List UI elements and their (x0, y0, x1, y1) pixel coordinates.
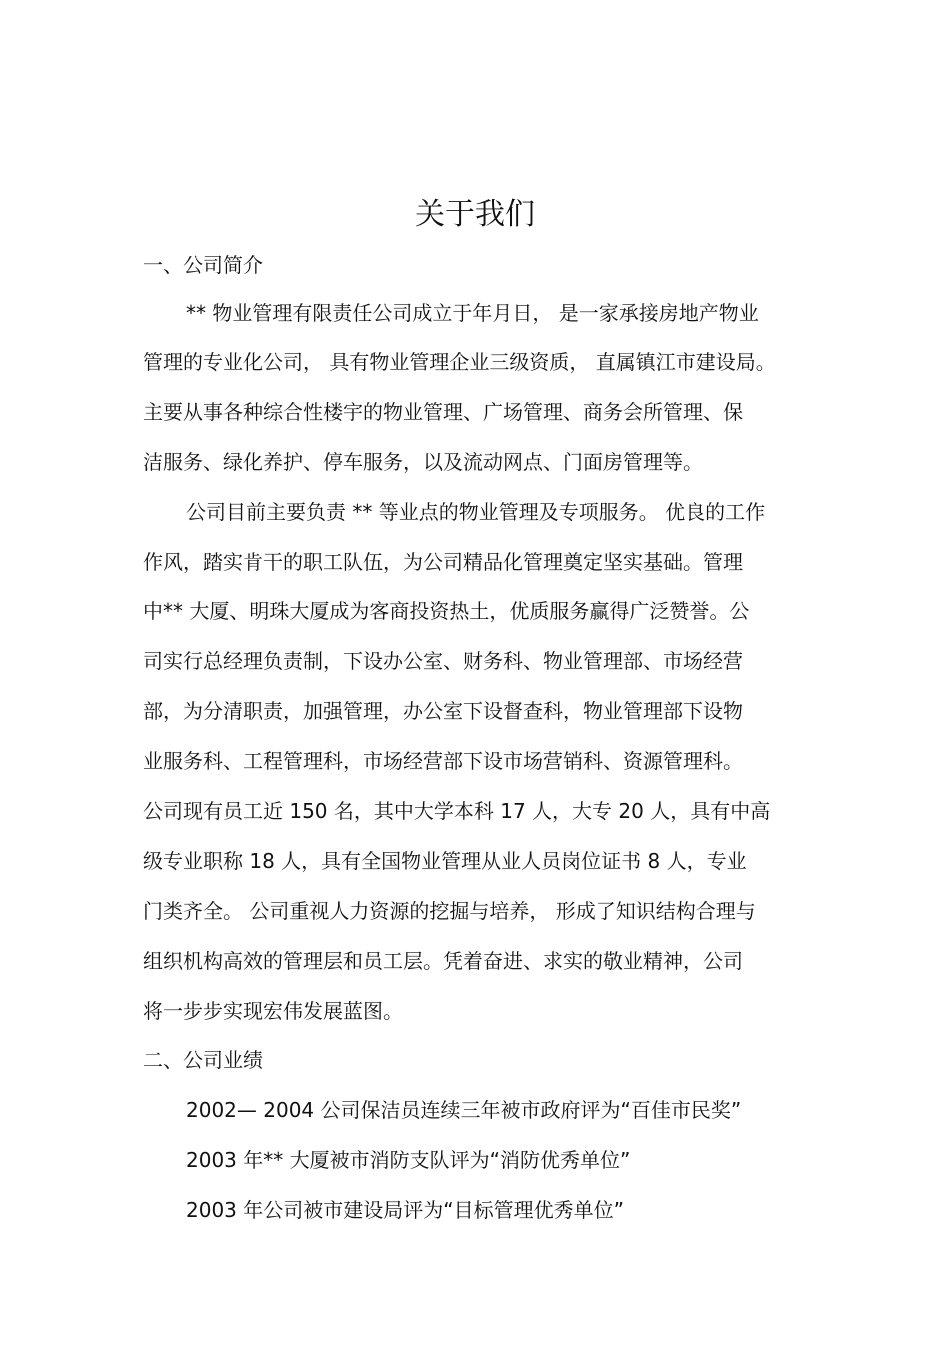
paragraph-line: 组织机构高效的管理层和员工层。凭着奋进、求实的敬业精神，公司 (143, 949, 743, 973)
paragraph-line: 将一步步实现宏伟发展蓝图。 (143, 999, 403, 1023)
paragraph-line: 管理的专业化公司， 具有物业管理企业三级资质， 直属镇江市建设局。 (143, 350, 776, 374)
paragraph-line: 门类齐全。 公司重视人力资源的挖掘与培养， 形成了知识结构合理与 (143, 899, 756, 923)
paragraph-line: 中** 大厦、明珠大厦成为客商投资热土，优质服务赢得广泛赞誉。公 (143, 599, 750, 623)
section-heading-achievements: 二、公司业绩 (143, 1048, 263, 1072)
achievement-item: 2003 年** 大厦被市消防支队评为“消防优秀单位” (186, 1148, 631, 1172)
page-title: 关于我们 (415, 197, 535, 232)
section-heading-company-intro: 一、公司简介 (143, 253, 263, 277)
paragraph-line: 公司目前主要负责 ** 等业点的物业管理及专项服务。 优良的工作 (186, 500, 766, 524)
paragraph-line: 主要从事各种综合性楼宇的物业管理、广场管理、商务会所管理、保 (143, 400, 743, 424)
paragraph-line: 公司现有员工近 150 名，其中大学本科 17 人，大专 20 人，具有中高 (143, 799, 771, 823)
paragraph-line: 业服务科、工程管理科，市场经营部下设市场营销科、资源管理科。 (143, 749, 743, 773)
paragraph-line: 作风，踏实肯干的职工队伍，为公司精品化管理奠定坚实基础。管理 (143, 550, 743, 574)
paragraph-line: ** 物业管理有限责任公司成立于年月日， 是一家承接房地产物业 (186, 301, 759, 325)
achievement-item: 2002— 2004 公司保洁员连续三年被市政府评为“百佳市民奖” (186, 1098, 742, 1122)
paragraph-line: 级专业职称 18 人，具有全国物业管理从业人员岗位证书 8 人，专业 (143, 849, 747, 873)
paragraph-line: 洁服务、绿化养护、停车服务，以及流动网点、门面房管理等。 (143, 450, 703, 474)
paragraph-line: 司实行总经理负责制，下设办公室、财务科、物业管理部、市场经营 (143, 649, 743, 673)
achievement-item: 2003 年公司被市建设局评为“目标管理优秀单位” (186, 1198, 624, 1222)
paragraph-line: 部，为分清职责，加强管理，办公室下设督查科，物业管理部下设物 (143, 699, 743, 723)
